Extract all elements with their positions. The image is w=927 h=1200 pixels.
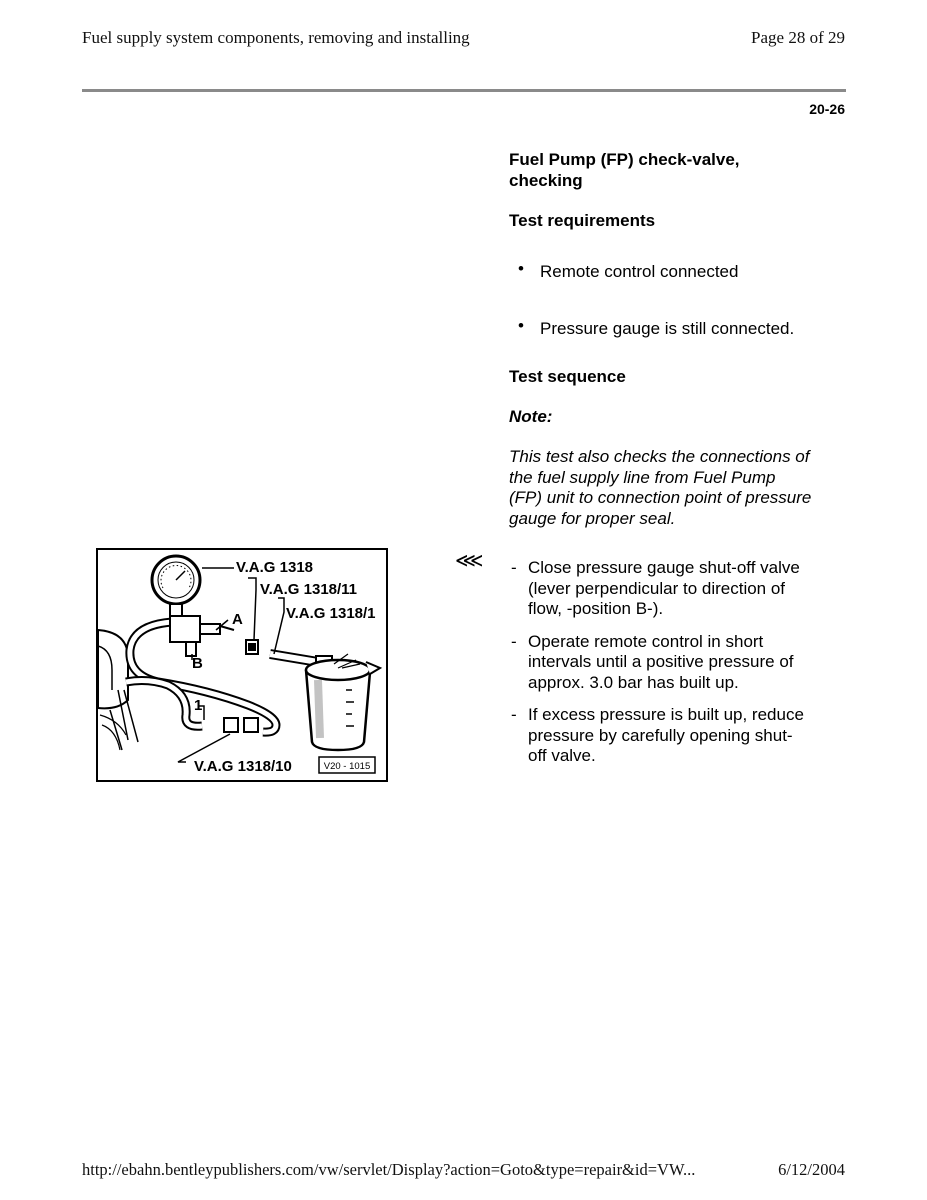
step-line: intervals until a positive pressure of bbox=[528, 652, 794, 671]
header-divider bbox=[82, 89, 846, 92]
step-line: (lever perpendicular to direction of bbox=[528, 578, 786, 598]
step-line: pressure by carefully opening shut- bbox=[528, 725, 793, 745]
requirements-heading: Test requirements bbox=[509, 211, 656, 230]
requirement-text: Pressure gauge is still connected. bbox=[540, 319, 795, 338]
note-line: This test also checks the connections of bbox=[509, 447, 810, 466]
procedure-steps bbox=[511, 558, 831, 779]
step-dash: - bbox=[511, 631, 517, 651]
shut-off-valve bbox=[170, 616, 200, 642]
step-line: Operate remote control in short bbox=[528, 631, 764, 651]
step-line: off valve. bbox=[528, 746, 596, 765]
adapter-1318-10 bbox=[224, 718, 238, 732]
section-title-line-2: checking bbox=[509, 170, 583, 190]
label-position-a: A bbox=[232, 611, 243, 628]
section-title bbox=[509, 150, 845, 191]
procedure-step bbox=[511, 558, 831, 620]
step-line: flow, -position B-). bbox=[528, 599, 664, 618]
note-text bbox=[509, 447, 845, 529]
page-code: 20-26 bbox=[809, 101, 845, 117]
sequence-heading: Test sequence bbox=[509, 367, 626, 386]
step-dash: - bbox=[511, 558, 517, 577]
step-dash: - bbox=[511, 705, 517, 724]
requirement-text: Remote control connected bbox=[540, 262, 739, 281]
engine-part-outline bbox=[98, 630, 128, 708]
step-line: approx. 3.0 bar has built up. bbox=[528, 672, 739, 692]
label-position-b: B bbox=[192, 655, 203, 672]
step-line: Close pressure gauge shut-off valve bbox=[528, 558, 800, 577]
label-part-1: 1 bbox=[194, 697, 203, 714]
procedure-step bbox=[511, 632, 831, 694]
label-vag-1318: V.A.G 1318 bbox=[236, 559, 313, 576]
header-page-number: Page 28 of 29 bbox=[751, 28, 845, 47]
step-line: If excess pressure is built up, reduce bbox=[528, 705, 804, 724]
footer-date: 6/12/2004 bbox=[778, 1160, 845, 1179]
note-line: (FP) unit to connection point of pressure bbox=[509, 488, 812, 507]
section-title-line-1: Fuel Pump (FP) check-valve, bbox=[509, 150, 740, 169]
note-heading: Note: bbox=[509, 407, 553, 426]
footer-url: http://ebahn.bentleypublishers.com/vw/servlet/Display?action=Goto&type=repair&id=VW... bbox=[82, 1160, 696, 1179]
label-vag-1318-11: V.A.G 1318/11 bbox=[260, 581, 358, 598]
figure-code: V20 - 1015 bbox=[323, 761, 371, 772]
bullet-icon: • bbox=[518, 316, 524, 335]
label-vag-1318-1: V.A.G 1318/1 bbox=[286, 605, 376, 622]
pressure-gauge-diagram bbox=[96, 548, 388, 782]
header-title: Fuel supply system components, removing and installing bbox=[82, 28, 470, 47]
pointer-arrow-icon: ⋘ bbox=[455, 550, 484, 572]
label-vag-1318-10: V.A.G 1318/10 bbox=[194, 758, 292, 775]
note-line: gauge for proper seal. bbox=[509, 508, 676, 528]
bullet-icon: • bbox=[518, 259, 524, 278]
note-line: the fuel supply line from Fuel Pump bbox=[509, 467, 776, 487]
procedure-step bbox=[511, 705, 831, 767]
